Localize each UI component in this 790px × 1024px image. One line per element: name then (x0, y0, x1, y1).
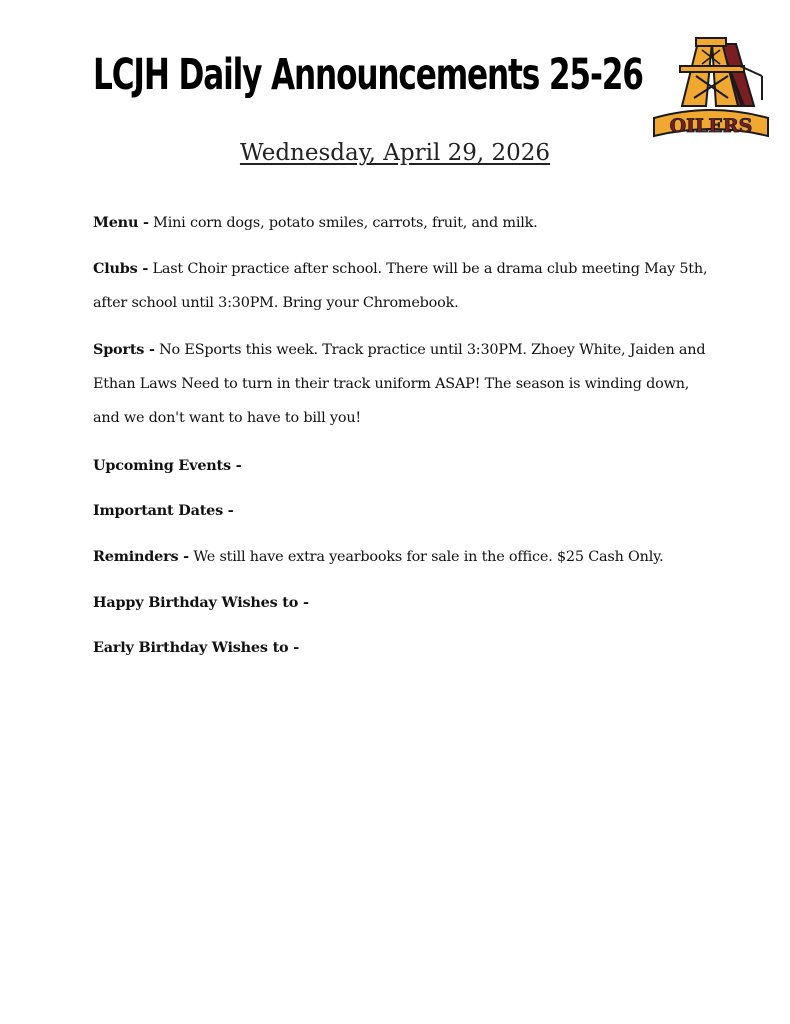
section-label: Reminders - (93, 548, 189, 565)
section-label: Clubs - (93, 260, 149, 277)
section-reminders (93, 540, 713, 574)
section-happy-birthday (93, 586, 713, 620)
section-text: No ESports this week. Track practice until 3:30PM. Zhoey White, Jaiden and Ethan Laws Need to turn in their track uniform ASAP! The season is winding down, and we don't want to have to bill you! (93, 342, 706, 426)
announcement-date: Wednesday, April 29, 2026 (239, 140, 551, 166)
oilers-logo (650, 36, 772, 142)
section-text: Last Choir practice after school. There will be a drama club meeting May 5th, after school until 3:30PM. Bring your Chromebook. (93, 261, 708, 311)
section-label: Important Dates - (93, 502, 234, 519)
section-label: Happy Birthday Wishes to - (93, 594, 309, 611)
section-text: We still have extra yearbooks for sale in the office. $25 Cash Only. (188, 549, 664, 565)
section-label: Early Birthday Wishes to - (93, 639, 300, 656)
logo-text: OILERS (669, 115, 753, 137)
oil-derrick-icon (680, 38, 762, 106)
section-important-dates (93, 494, 713, 528)
page-title: LCJH Daily Announcements 25-26 (93, 50, 643, 100)
section-label: Menu - (93, 214, 149, 231)
section-text: Mini corn dogs, potato smiles, carrots, fruit, and milk. (148, 215, 538, 231)
section-label: Upcoming Events - (93, 457, 242, 474)
section-upcoming-events (93, 449, 713, 483)
section-label: Sports - (93, 341, 155, 358)
section-menu (93, 206, 713, 240)
section-sports (93, 333, 713, 435)
section-early-birthday (93, 631, 713, 665)
section-clubs (93, 252, 713, 320)
